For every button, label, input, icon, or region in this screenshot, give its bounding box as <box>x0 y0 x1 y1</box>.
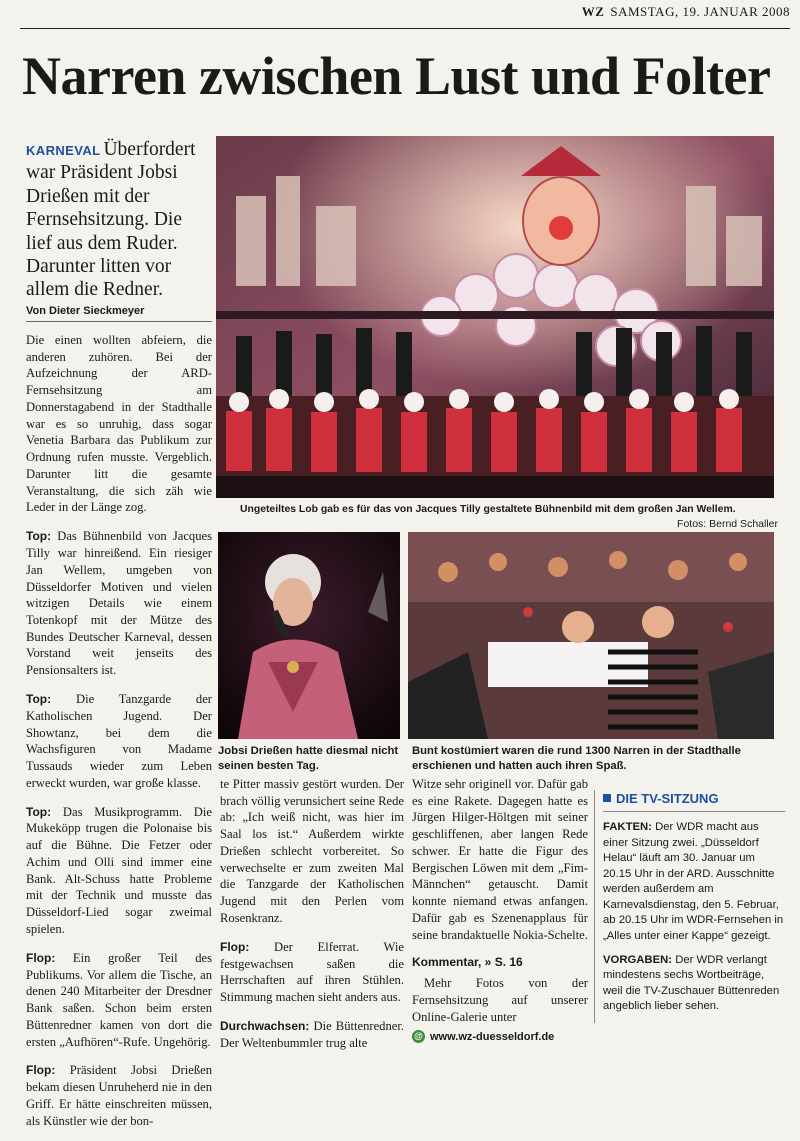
text-flop-2: Präsident Jobsi Drießen bekam diesen Unruheherd nie in den Griff. Er hätte einschreiten müssen, als Künstler wie der bon- <box>26 1063 212 1128</box>
website-url[interactable]: www.wz-duesseldorf.de <box>430 1030 555 1043</box>
more-photos-text: Mehr Fotos von der Fernsehsitzung auf unserer Online-Galerie unter <box>412 976 588 1024</box>
text-top-1: Das Bühnenbild von Jacques Tilly war hinreißend. Ein riesiger Jan Wellem, umgeben von Düsseldorfer Motiven und vielen witzigen Details wie einem Totenkopf mit der Mütze des Bundes Deutscher Karneval, dessen Vorstand weit jenseits des Pensionsalters ist. <box>26 529 212 678</box>
article-column-3 <box>412 776 588 1044</box>
paragraph-top-3 <box>26 804 212 938</box>
lead-text: Überfordert war Präsident Jobsi Drießen mit der Fernsehsitzung. Die lief aus dem Ruder. Darunter litten vor allem die Redner. <box>26 139 196 301</box>
label-top-3: Top: <box>26 804 52 819</box>
label-durchwachsen: Durchwachsen: <box>220 1018 310 1033</box>
fakten-label: FAKTEN: <box>603 820 652 833</box>
globe-icon: @ <box>412 1030 425 1043</box>
commentary-reference: Kommentar, » S. 16 <box>412 955 523 970</box>
paragraph-flop-1 <box>26 950 212 1051</box>
vorgaben-paragraph <box>603 953 785 1015</box>
website-link[interactable] <box>412 1030 588 1045</box>
text-flop-1: Ein großer Teil des Publikums. Vor allem die Tische, an denen 240 Mitarbeiter der Dresdner Bank saßen. Schon beim ersten Büttenredner kamen von dort die ersten „Aufhören“-Rufe. Ungehörig. <box>26 950 212 1049</box>
audience-photo-image <box>408 532 774 739</box>
lead-kicker: KARNEVAL <box>26 143 101 158</box>
article-column-1 <box>26 332 212 1141</box>
label-flop-3: Flop: <box>220 939 250 954</box>
label-flop-2: Flop: <box>26 1063 56 1078</box>
audience-photo-caption: Bunt kostümiert waren die rund 1300 Narren in der Stadthalle erschienen und hatten auch ihren Spaß. <box>412 745 741 773</box>
speaker-photo <box>218 532 400 739</box>
text-top-2: Die Tanzgarde der Katholischen Jugend. Der Showtanz, bei dem die Wachsfiguren von Madame Tussauds wieder zum Leben erweckt wurden, war große klasse. <box>26 691 213 790</box>
masthead-date: SAMSTAG, 19. JANUAR 2008 <box>610 4 790 19</box>
label-top-1: Top: <box>26 529 52 544</box>
main-caption-text: Ungeteiltes Lob gab es für das von Jacques Tilly gestaltete Bühnenbild mit dem großen Jan Wellem. <box>240 504 736 515</box>
info-box-title-text: DIE TV-SITZUNG <box>616 791 719 806</box>
fakten-paragraph <box>603 820 785 945</box>
intro-paragraph: Die einen wollten abfeiern, die anderen zuhören. Bei der Aufzeichnung der ARD-Fernsehsitzung am Donnerstagabend in der Stadthalle war es so unruhig, dass sogar Venetia Barbara das Publikum zur Ordnung rufen musste. Vergeblich. Darunter litt die gesamte Veranstaltung, die sich zäh wie Leder in der Länge zog. <box>26 333 212 515</box>
paragraph-top-2 <box>26 691 212 792</box>
photo-credit: Fotos: Bernd Schaller <box>677 518 778 531</box>
label-flop-1: Flop: <box>26 950 56 965</box>
masthead <box>20 4 790 29</box>
fakten-text: Der WDR macht aus einer Sitzung zwei. „Düsseldorf Helau“ läuft am 30. Januar um 20.15 Uhr in der ARD. Ausschnitte werden außerdem am Karnevalsdienstag, den 5. Februar, ab 20.15 Uhr im WDR-Fernsehen in „Alles unter einer Kappe“ gezeigt. <box>603 820 784 942</box>
article-column-2 <box>220 776 404 1063</box>
square-bullet-icon <box>603 794 611 802</box>
paragraph-top-1 <box>26 528 212 679</box>
speaker-photo-caption: Jobsi Drießen hatte diesmal nicht seinen besten Tag. <box>218 745 399 773</box>
column2-paragraph: te Pitter massiv gestört wurden. Der brach völlig verunsichert seine Rede ab: „Ich weiß nicht, was hier im Saal los ist.“ Außerdem wirkte Drießen schlecht vorbereitet. So verwechselte er zum zweiten Mal die Tanzgarde der Katholischen Jugend mit den Perlen vom Rosenkranz. <box>220 777 404 925</box>
main-photo-caption <box>240 503 778 531</box>
text-flop-3: Der Elferrat. Wie festgewachsen saßen die Herrschaften auf ihren Stühlen. Stimmung machen sieht anders aus. <box>220 939 404 1005</box>
paragraph-flop-3 <box>220 939 404 1006</box>
audience-photo <box>408 532 774 739</box>
column3-paragraph: Witze sehr originell vor. Dafür gab es eine Rakete. Dagegen hatte es Jürgen Hilger-Höltgen mit seiner geschliffenen, aber langen Rede schwer. Er hatte die Figur des Bergischen Löwen mit dem „Fim-Männchen“ getauscht. Damit konnte niemand etwas anfangen. Dafür gab es Szenenapplaus für seine brandaktuelle Nokia-Schelte. <box>412 777 588 942</box>
author-byline: Von Dieter Sieckmeyer <box>26 305 212 322</box>
headline: Narren zwischen Lust und Folter <box>22 46 771 106</box>
lead <box>26 138 212 302</box>
text-top-3: Das Musikprogramm. Die Mukeköpp trugen die Polonaise bis auf die Bühne. Die Fetzer oder Achim und Olli sind immer eine Bank. Alt-Schuss hatte Probleme mit der Technik und musste das Düsseldorf-Lied sogar zweimal spielen. <box>26 804 212 936</box>
info-box-title <box>603 790 785 812</box>
stage-photo-image <box>216 136 774 498</box>
masthead-paper: WZ <box>581 4 605 19</box>
text-durchwachsen: Die Büttenredner. Der Weltenbummler trug alte <box>220 1018 404 1050</box>
vorgaben-text: Der WDR verlangt mindestens sechs Wortbeiträge, weil die TV-Zuschauer Büttenreden angeblich lieber sehen. <box>603 953 780 1013</box>
label-top-2: Top: <box>26 691 52 706</box>
paragraph-flop-2 <box>26 1062 212 1129</box>
tv-info-box <box>594 790 785 1023</box>
speaker-photo-image <box>218 532 400 739</box>
paragraph-durchwachsen <box>220 1018 404 1052</box>
vorgaben-label: VORGABEN: <box>603 953 673 966</box>
stage-photo <box>216 136 774 498</box>
